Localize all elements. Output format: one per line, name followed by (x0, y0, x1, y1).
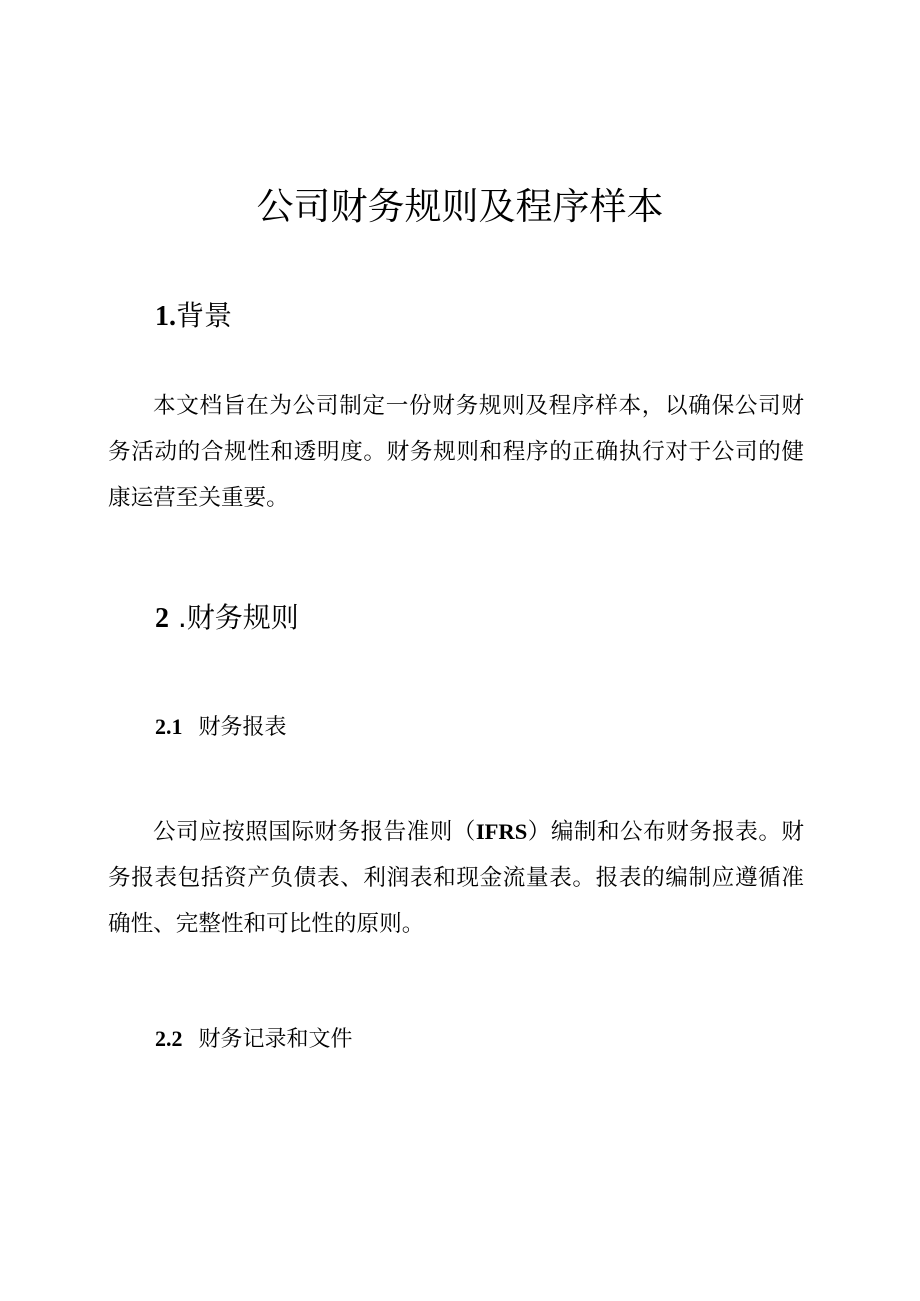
paragraph-text-after: ）编制和公布财务报表。财务报表包括资产负债表、利润表和现金流量表。报表的编制应遵循准确性、完整性和可比性的原则。 (108, 819, 805, 937)
section-1-title: 背景 (176, 299, 233, 332)
section-1-heading (155, 294, 232, 334)
document-title: 公司财务规则及程序样本 (256, 185, 664, 228)
subsection-2-1-heading (155, 710, 287, 741)
section-2-title: .财务规则 (169, 601, 299, 634)
subsection-2-2-number: 2.2 (155, 1026, 183, 1051)
subsection-2-2-heading (155, 1022, 353, 1053)
ifrs-abbreviation: IFRS (475, 819, 528, 844)
subsection-2-1-title: 财务报表 (198, 715, 287, 740)
section-2-heading (155, 596, 299, 636)
paragraph-text-before: 公司应按照国际财务报告准则（ (153, 819, 476, 845)
section-1-paragraph: 本文档旨在为公司制定一份财务规则及程序样本，以确保公司财务活动的合规性和透明度。财务规则和程序的正确执行对于公司的健康运营至关重要。 (108, 393, 804, 511)
subsection-2-1-paragraph (108, 809, 804, 947)
subsection-2-1-number: 2.1 (155, 714, 183, 739)
section-1-number: 1. (155, 301, 176, 332)
section-2-number: 2 (155, 603, 169, 634)
subsection-2-2-title: 财务记录和文件 (198, 1027, 353, 1052)
